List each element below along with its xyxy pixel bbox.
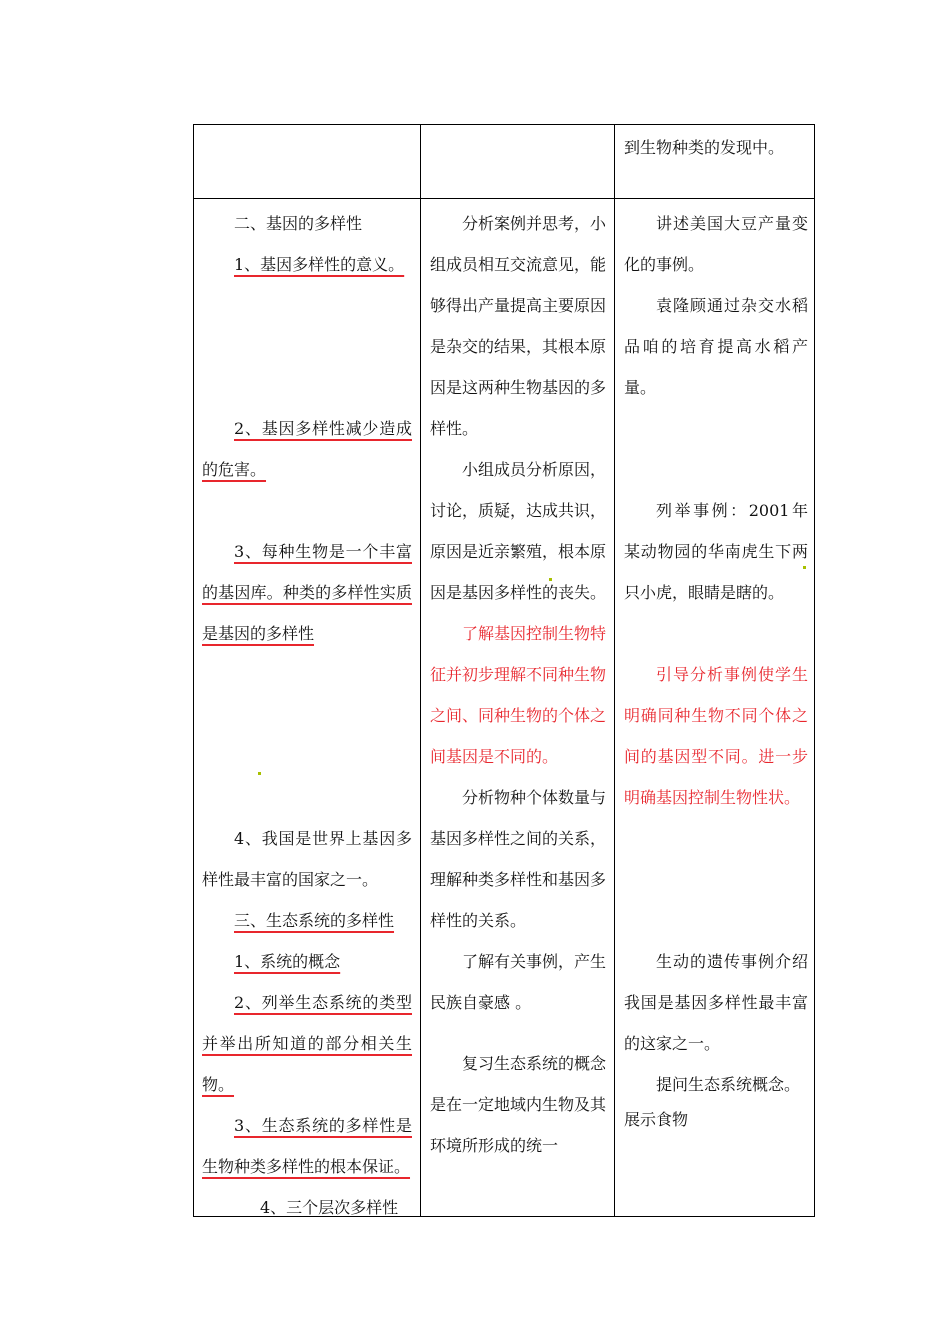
point-gene-diversity-meaning: 1、基因多样性的意义。 [234, 255, 405, 274]
speck-mark [549, 578, 552, 581]
column-divider [420, 125, 421, 1216]
point-gene-pool: 3、每种生物是一个丰富的基因库。种类的多样性实质是基因的多样性 [202, 542, 412, 643]
point-gene-diversity-harm: 2、基因多样性减少造成的危害。 [202, 419, 412, 479]
teacher-ask-concept: 提问生态系统概念。 [656, 1075, 801, 1094]
content-column [202, 203, 412, 1228]
teacher-guide-analysis: 引导分析事例使学生明确同种生物不同个体之间的基因型不同。进一步明确基因控制生物性状。 [624, 665, 808, 807]
activity-understand-gene-control: 了解基因控制生物特征并初步理解不同种生物之间、同种生物的个体之间基因是不同的。 [430, 624, 607, 766]
point-ecosystem-guarantee: 3、生态系统的多样性是生物种类多样性的根本保证。 [202, 1116, 412, 1176]
activity-group-discussion: 小组成员分析原因，讨论，质疑，达成共识，原因是近亲繁殖，根本原因是基因多样性的丧失。 [430, 460, 607, 602]
activity-analyze-case: 分析案例并思考，小组成员相互交流意见，能够得出产量提高主要原因是杂交的结果，其根本原因是这两种生物基因的多样性。 [430, 214, 607, 438]
point-ecosystem-types: 2、列举生态系统的类型并举出所知道的部分相关生物。 [202, 993, 412, 1094]
student-activity-column [430, 203, 606, 1166]
teacher-rice-example: 袁隆顾通过杂交水稻品咱的培育提高水稻产量。 [624, 296, 808, 397]
lesson-table [193, 124, 815, 1217]
teacher-genetic-example: 生动的遗传事例介绍我国是基因多样性最丰富的这家之一。 [624, 952, 808, 1053]
activity-analyze-relationship: 分析物种个体数量与基因多样性之间的关系，理解种类多样性和基因多样性的关系。 [430, 788, 607, 930]
point-three-levels: 4、三个层次多样性 [260, 1198, 399, 1217]
teacher-activity-column [624, 203, 808, 1140]
point-ecosystem-concept: 1、系统的概念 [234, 952, 341, 971]
column-divider [614, 125, 615, 1216]
speck-mark [803, 566, 806, 569]
activity-national-pride: 了解有关事例，产生民族自豪感 。 [430, 952, 607, 1012]
activity-review-ecosystem: 复习生态系统的概念是在一定地域内生物及其环境所形成的统一 [430, 1054, 607, 1155]
row-divider [194, 198, 814, 199]
section-heading-ecosystem-diversity: 三、生态系统的多样性 [234, 911, 395, 930]
top-row-text: 到生物种类的发现中。 [624, 138, 785, 157]
speck-mark [258, 772, 261, 775]
teacher-tiger-example: 列举事例：2001年某动物园的华南虎生下两只小虎，眼睛是瞎的。 [624, 501, 808, 602]
point-china-gene-diversity: 4、我国是世界上基因多样性最丰富的国家之一。 [202, 829, 412, 889]
teacher-show-food: 展示食物 [624, 1110, 689, 1129]
top-row-cell-3 [624, 127, 810, 168]
section-heading-gene-diversity: 二、基因的多样性 [234, 214, 363, 233]
teacher-soybean-example: 讲述美国大豆产量变化的事例。 [624, 214, 808, 274]
